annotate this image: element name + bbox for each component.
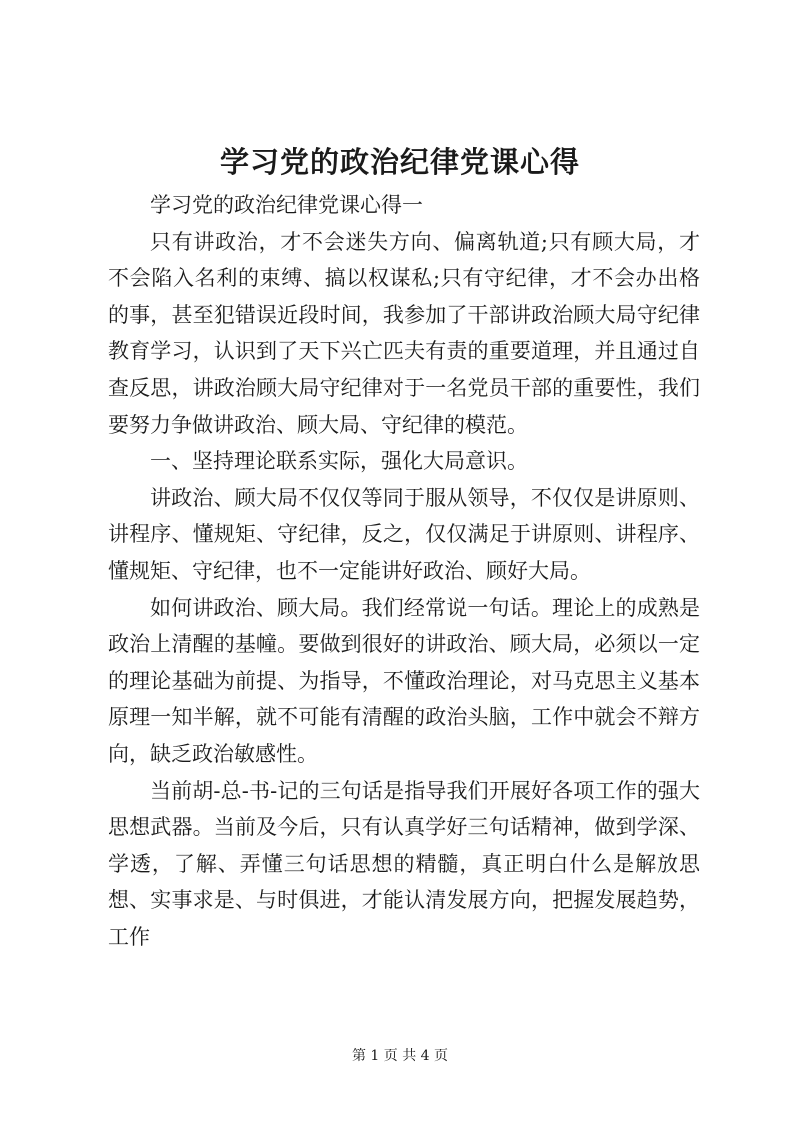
body-paragraph: 当前胡-总-书-记的三句话是指导我们开展好各项工作的强大思想武器。当前及今后，只有认真学好三句话精神，做到学深、学透，了解、弄懂三句话思想的精髓，真正明白什么是解放思想、实事求是、与时俱进，才能认清发展方向，把握发展趋势，工作	[108, 778, 700, 949]
body-paragraph: 只有讲政治，才不会迷失方向、偏离轨道;只有顾大局，才不会陷入名利的束缚、搞以权谋私;只有守纪律，才不会办出格的事，甚至犯错误近段时间，我参加了干部讲政治顾大局守纪律教育学习，认识到了天下兴亡匹夫有责的重要道理，并且通过自查反思，讲政治顾大局守纪律对于一名党员干部的重要性，我们要努力争做讲政治、顾大局、守纪律的模范。	[108, 229, 700, 437]
section-heading: 一、坚持理论联系实际，强化大局意识。	[150, 449, 528, 474]
document-title: 学习党的政治纪律党课心得	[219, 145, 580, 179]
body-paragraph: 如何讲政治、顾大局。我们经常说一句话。理论上的成熟是政治上清醒的基幢。要做到很好的讲政治、顾大局，必须以一定的理论基础为前提、为指导，不懂政治理论，对马克思主义基本原理一知半解，就不可能有清醒的政治头脑，工作中就会不辩方向，缺乏政治敏感性。	[108, 595, 700, 766]
body-paragraph: 讲政治、顾大局不仅仅等同于服从领导，不仅仅是讲原则、讲程序、懂规矩、守纪律，反之，仅仅满足于讲原则、讲程序、懂规矩、守纪律，也不一定能讲好政治、顾好大局。	[108, 485, 700, 583]
subtitle-paragraph: 学习党的政治纪律党课心得一	[150, 193, 423, 217]
page-footer: 第 1 页 共 4 页	[351, 1048, 449, 1064]
document-body	[108, 187, 700, 955]
